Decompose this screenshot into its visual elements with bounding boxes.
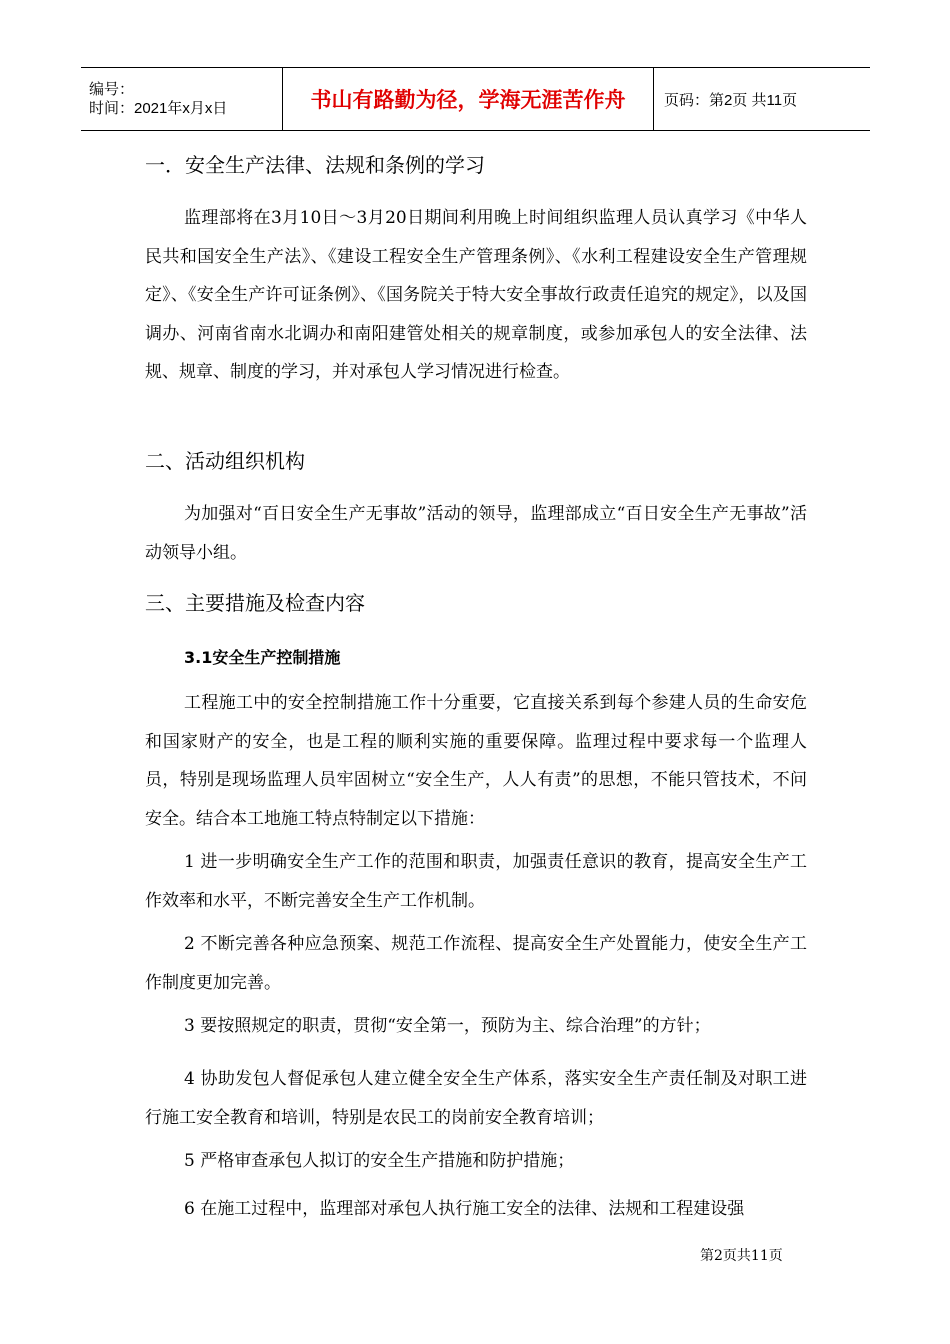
header-meta: [81, 68, 283, 130]
header-motto: 书山有路勤为径，学海无涯苦作舟: [283, 68, 654, 130]
subsection-3-1-paragraph: 工程施工中的安全控制措施工作十分重要，它直接关系到每个参建人员的生命安危和国家财产的安全，也是工程的顺利实施的重要保障。监理过程中要求每一个监理人员，特别是现场监理人员牢固树立“安全生产，人人有责”的思想，不能只管技术，不问安全。结合本工地施工特点特制定以下措施：: [145, 693, 807, 829]
section-2-title: 二、活动组织机构: [145, 449, 305, 473]
section-2-paragraph: 为加强对“百日安全生产无事故”活动的领导，监理部成立“百日安全生产无事故”活动领导小组。: [145, 504, 807, 563]
time-label: 时间：2021年x月x日: [89, 100, 228, 117]
section-1-paragraph: 监理部将在3月10日～3月20日期间利用晚上时间组织监理人员认真学习《中华人民共和国安全生产法》、《建设工程安全生产管理条例》、《水利工程建设安全生产管理规定》、《安全生产许可证条例》、《国务院关于特大安全事故行政责任追究的规定》，以及国调办、河南省南水北调办和南阳建管处相关的规章制度，或参加承包人的安全法律、法规、规章、制度的学习，并对承包人学习情况进行检查。: [145, 208, 807, 382]
measure-item-4: 4 协助发包人督促承包人建立健全安全生产体系，落实安全生产责任制及对职工进行施工安全教育和培训，特别是农民工的岗前安全教育培训；: [145, 1069, 807, 1128]
page-header: [81, 67, 870, 131]
measure-item-6: 6 在施工过程中，监理部对承包人执行施工安全的法律、法规和工程建设强: [184, 1199, 745, 1219]
section-3-title: 三、主要措施及检查内容: [145, 591, 365, 615]
section-1-title: 一．安全生产法律、法规和条例的学习: [145, 153, 485, 177]
measure-item-3: 3 要按照规定的职责，贯彻“安全第一，预防为主、综合治理”的方针；: [184, 1016, 711, 1036]
measure-item-2: 2 不断完善各种应急预案、规范工作流程、提高安全生产处置能力，使安全生产工作制度更加完善。: [145, 934, 807, 993]
measure-item-1: 1 进一步明确安全生产工作的范围和职责，加强责任意识的教育，提高安全生产工作效率和水平，不断完善安全生产工作机制。: [145, 852, 807, 911]
subsection-3-1-title: 3.1安全生产控制措施: [184, 648, 341, 667]
serial-label: 编号：: [89, 81, 135, 98]
header-page-number: 页码：第2页 共11页: [664, 91, 798, 109]
measure-item-5: 5 严格审查承包人拟订的安全生产措施和防护措施；: [184, 1151, 575, 1171]
page-footer: 第2页共11页: [700, 1248, 783, 1264]
